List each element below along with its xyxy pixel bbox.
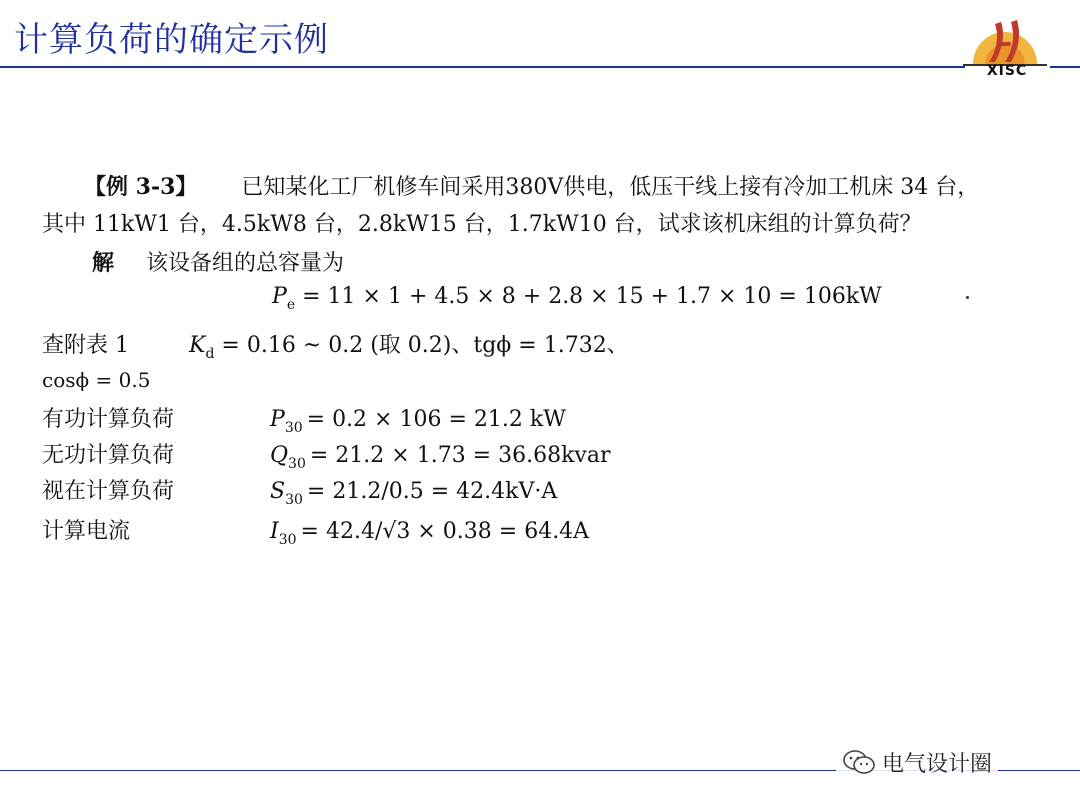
calc-row-label: 无功计算负荷 — [42, 443, 175, 468]
cos-line: cosϕ = 0.5 — [42, 368, 151, 392]
wechat-icon — [842, 748, 876, 776]
calc-row-variable: I — [270, 519, 279, 544]
lookup-line: 查附表 1 $K_d = 0.16$ ~ 0.2 (取 0.2)、tgϕ = 1.732、 — [42, 333, 629, 362]
problem-text-2: 其中 11kW1 台，4.5kW8 台，2.8kW15 台，1.7kW10 台，试求该机床组的计算负荷？ — [42, 212, 922, 237]
problem-text-1: 已知某化工厂机修车间采用380V供电，低压干线上接有冷加工机床 34 台， — [241, 175, 980, 200]
calc-row — [42, 402, 566, 436]
watermark-text: 电气设计圈 — [882, 751, 993, 777]
logo-text: XISC — [986, 63, 1028, 79]
calc-row — [42, 514, 590, 548]
calc-row-expression: = 0.2 × 106 = 21.2 kW — [306, 407, 566, 432]
calc-row-variable: Q — [270, 443, 289, 468]
calc-row-label: 计算电流 — [42, 519, 131, 544]
calc-row-variable: P — [270, 407, 285, 432]
example-label: 【例 3-3】 — [84, 174, 198, 200]
solution-label: 解 — [92, 250, 115, 276]
calc-row-variable: S — [270, 479, 286, 504]
calc-row-label: 有功计算负荷 — [42, 407, 175, 432]
calc-row-subscript: 30 — [288, 456, 306, 472]
stray-dot — [966, 296, 969, 299]
calc-row-label: 视在计算负荷 — [42, 479, 175, 504]
page-title: 计算负荷的确定示例 — [14, 20, 329, 60]
calc-row-subscript: 30 — [284, 420, 303, 436]
calc-row — [42, 438, 611, 472]
calc-row-subscript: 30 — [285, 492, 303, 508]
solution-intro-text: 该设备组的总容量为 — [146, 251, 345, 276]
calc-row-expression: = 21.2 × 1.73 = 36.68kvar — [309, 443, 611, 468]
watermark — [836, 742, 998, 782]
calc-row-expression: = 21.2/0.5 = 42.4kV·A — [306, 479, 558, 504]
solution-intro — [92, 246, 344, 277]
total-capacity-formula: $P_e = 11 \times 1 + 4.5 \times 8 + 2.8 \times 15 + 1.7 \times 10 = 106kW$ — [272, 284, 882, 313]
calc-row — [42, 474, 558, 508]
problem-line-1 — [84, 170, 979, 201]
calc-row-expression: = 42.4/√3 × 0.38 = 64.4A — [300, 519, 590, 544]
calc-row-subscript: 30 — [278, 532, 297, 548]
title-divider — [0, 66, 965, 68]
